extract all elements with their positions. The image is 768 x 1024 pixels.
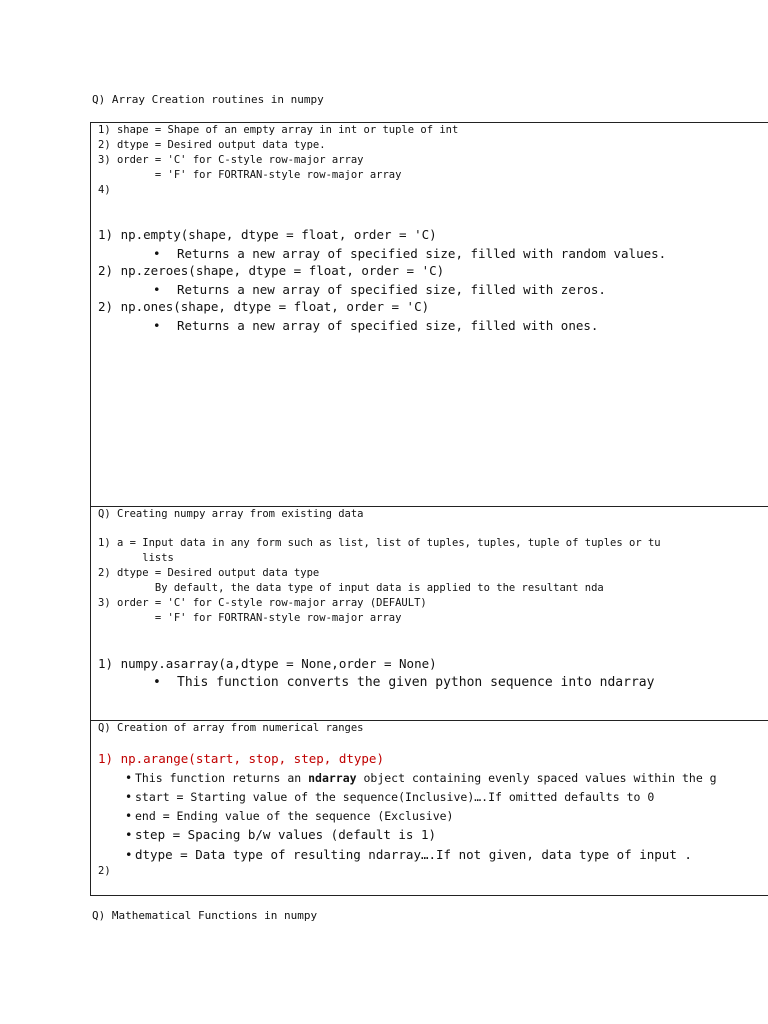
next-item-number: 2) bbox=[98, 865, 111, 877]
arange-end: end = Ending value of the sequence (Exclusive) bbox=[135, 809, 454, 823]
param-shape: 1) shape = Shape of an empty array in int or tuple of int bbox=[98, 124, 459, 136]
param-a: 1) a = Input data in any form such as list, list of tuples, tuples, tuple of tuples or tu bbox=[98, 537, 661, 549]
param-dtype-note: By default, the data type of input data is applied to the resultant nda bbox=[98, 582, 604, 594]
existing-data-title: Q) Creating numpy array from existing data bbox=[98, 508, 364, 520]
bullet-icon bbox=[125, 790, 132, 805]
param-4: 4) bbox=[98, 184, 111, 196]
func-asarray-signature: 1) numpy.asarray(a,dtype = None,order = None) bbox=[98, 656, 437, 671]
array-creation-box bbox=[90, 122, 768, 507]
param-order: 3) order = 'C' for C-style row-major array bbox=[98, 154, 364, 166]
func-ones-signature: 2) np.ones(shape, dtype = float, order = 'C) bbox=[98, 299, 430, 314]
param-a-cont: lists bbox=[98, 552, 174, 564]
param-dtype: 2) dtype = Desired output data type. bbox=[98, 139, 326, 151]
func-asarray-desc: This function converts the given python sequence into ndarray bbox=[177, 675, 655, 690]
param-order: 3) order = 'C' for C-style row-major array (DEFAULT) bbox=[98, 597, 427, 609]
arange-start: start = Starting value of the sequence(Inclusive)….If omitted defaults to 0 bbox=[135, 790, 655, 804]
bullet-icon bbox=[153, 675, 161, 690]
func-arange-signature: 1) np.arange(start, stop, step, dtype) bbox=[98, 751, 384, 766]
bullet-icon bbox=[125, 847, 133, 862]
numerical-ranges-title: Q) Creation of array from numerical ranges bbox=[98, 722, 364, 734]
arange-dtype: dtype = Data type of resulting ndarray….If not given, data type of input . bbox=[135, 847, 692, 862]
bullet-icon bbox=[125, 771, 132, 786]
bullet-icon bbox=[153, 246, 161, 261]
func-zeroes-desc: Returns a new array of specified size, filled with zeros. bbox=[177, 282, 606, 297]
bullet-icon bbox=[153, 282, 161, 297]
section-heading-math-functions: Q) Mathematical Functions in numpy bbox=[92, 909, 318, 922]
func-zeroes-signature: 2) np.zeroes(shape, dtype = float, order = 'C) bbox=[98, 263, 445, 278]
func-empty-desc: Returns a new array of specified size, filled with random values. bbox=[177, 246, 667, 261]
numerical-ranges-box bbox=[90, 720, 768, 896]
arange-step: step = Spacing b/w values (default is 1) bbox=[135, 827, 437, 842]
param-order-f: = 'F' for FORTRAN-style row-major array bbox=[98, 612, 402, 624]
existing-data-box bbox=[90, 506, 768, 721]
param-order-f: = 'F' for FORTRAN-style row-major array bbox=[98, 169, 402, 181]
bullet-icon bbox=[125, 827, 133, 842]
section-heading-array-creation: Q) Array Creation routines in numpy bbox=[92, 93, 324, 106]
param-dtype: 2) dtype = Desired output data type bbox=[98, 567, 320, 579]
func-ones-desc: Returns a new array of specified size, filled with ones. bbox=[177, 318, 599, 333]
bullet-icon bbox=[125, 809, 132, 824]
func-empty-signature: 1) np.empty(shape, dtype = float, order = 'C) bbox=[98, 227, 437, 242]
bullet-icon bbox=[153, 318, 161, 333]
arange-desc: This function returns an ndarray object containing evenly spaced values within the g bbox=[135, 771, 717, 785]
